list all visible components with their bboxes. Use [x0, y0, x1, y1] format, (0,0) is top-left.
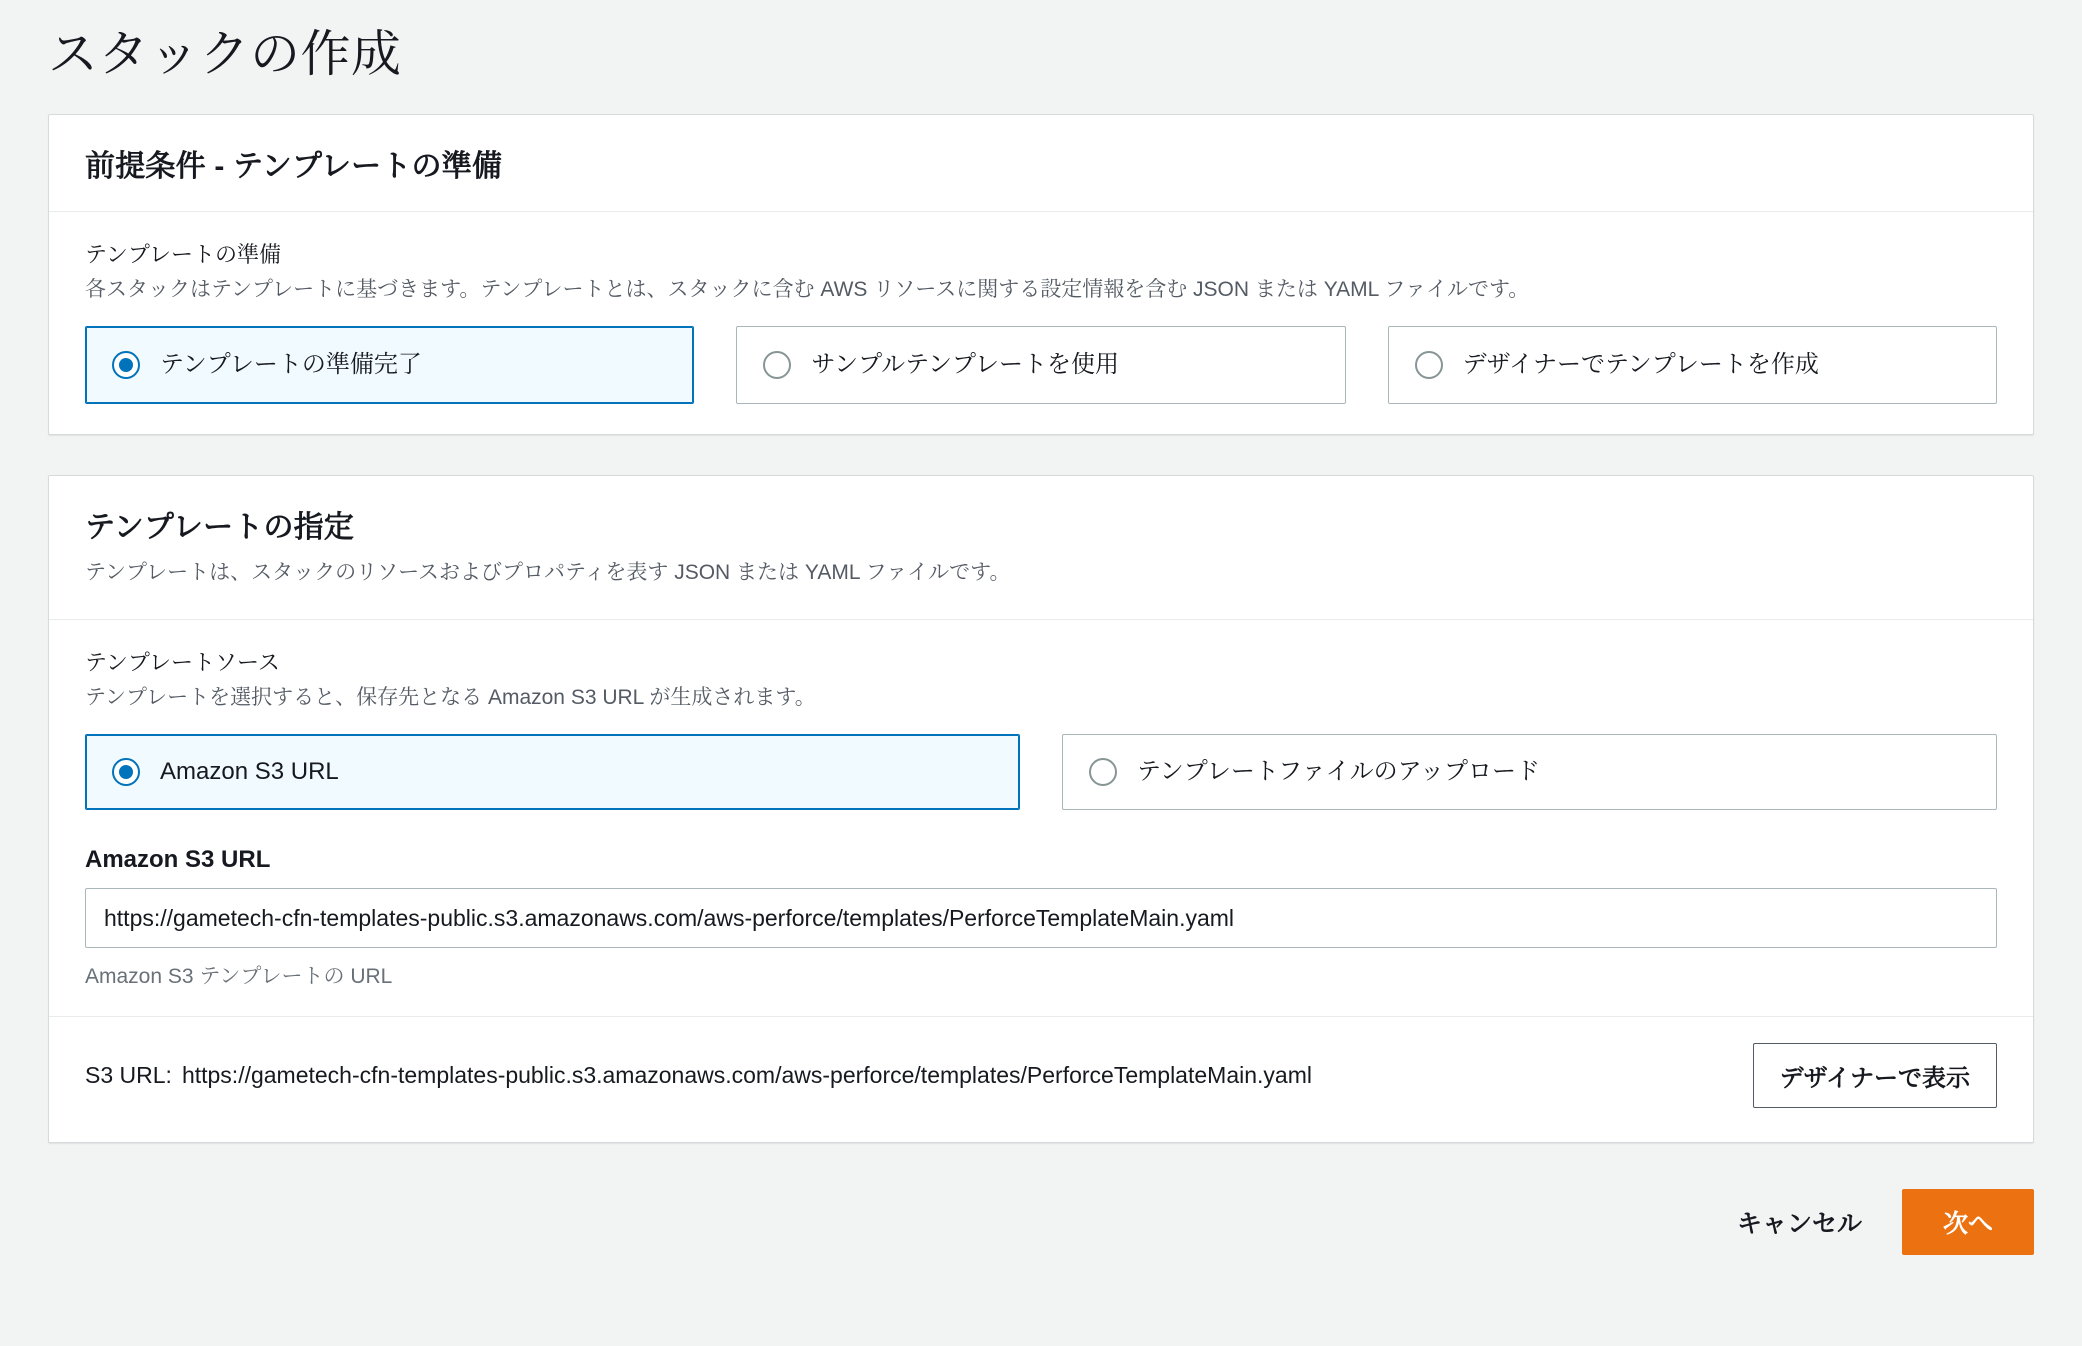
- prerequisite-heading: 前提条件 - テンプレートの準備: [85, 150, 503, 183]
- cancel-button[interactable]: キャンセル: [1727, 1190, 1872, 1254]
- prepare-template-description: 各スタックはテンプレートに基づきます。テンプレートとは、スタックに含む AWS リソースに関する設定情報を含む JSON または YAML ファイルです。: [85, 278, 1530, 301]
- s3-url-summary: [85, 1061, 1312, 1091]
- radio-tile-template-is-ready[interactable]: [85, 326, 694, 404]
- form-actions: [48, 1183, 2034, 1295]
- specify-template-card-header: [49, 476, 2033, 619]
- radio-tile-label: サンプルテンプレートを使用: [811, 350, 1120, 378]
- radio-tile-create-template-in-designer[interactable]: [1388, 326, 1997, 404]
- next-button[interactable]: 次へ: [1902, 1189, 2034, 1255]
- specify-template-card: [48, 475, 2034, 1143]
- specify-template-subheading: テンプレートは、スタックのリソースおよびプロパティを表す JSON または YAML ファイルです。: [85, 561, 1011, 585]
- prepare-template-radio-group: [85, 326, 1997, 404]
- template-source-radio-group: [85, 734, 1997, 810]
- radio-icon: [1089, 758, 1117, 786]
- radio-tile-label: テンプレートの準備完了: [160, 350, 422, 378]
- radio-tile-amazon-s3-url[interactable]: [85, 734, 1020, 810]
- radio-tile-label: テンプレートファイルのアップロード: [1137, 757, 1540, 785]
- prerequisite-card: [48, 114, 2034, 435]
- view-in-designer-button[interactable]: デザイナーで表示: [1753, 1043, 1997, 1108]
- template-source-label: テンプレートソース: [85, 649, 280, 675]
- prerequisite-card-header: [49, 115, 2033, 212]
- radio-icon: [763, 351, 791, 379]
- create-stack-page: [0, 24, 2082, 1295]
- specify-template-card-body: [49, 620, 2033, 1142]
- radio-icon-selected: [112, 758, 140, 786]
- radio-tile-use-sample-template[interactable]: [736, 326, 1345, 404]
- s3-url-summary-value: https://gametech-cfn-templates-public.s3.amazonaws.com/aws-perforce/templates/PerforceTemplateMain.yaml: [181, 1061, 1312, 1088]
- specify-template-heading: テンプレートの指定: [85, 511, 355, 545]
- s3-url-summary-label: S3 URL:: [85, 1061, 172, 1088]
- s3-url-input[interactable]: [85, 888, 1997, 948]
- template-source-description: テンプレートを選択すると、保存先となる Amazon S3 URL が生成されます。: [85, 685, 816, 709]
- radio-icon: [1415, 351, 1443, 379]
- prerequisite-card-body: [49, 212, 2033, 434]
- s3-url-input-label: Amazon S3 URL: [85, 846, 271, 874]
- radio-tile-label: デザイナーでテンプレートを作成: [1462, 350, 1819, 378]
- radio-icon-selected: [112, 351, 140, 379]
- page-title: スタックの作成: [48, 26, 402, 82]
- radio-tile-upload-template-file[interactable]: [1062, 734, 1997, 810]
- radio-tile-label: Amazon S3 URL: [160, 757, 339, 785]
- prepare-template-label: テンプレートの準備: [85, 242, 282, 267]
- s3-url-footer: [49, 1016, 2033, 1112]
- s3-url-input-hint: Amazon S3 テンプレートの URL: [85, 965, 393, 989]
